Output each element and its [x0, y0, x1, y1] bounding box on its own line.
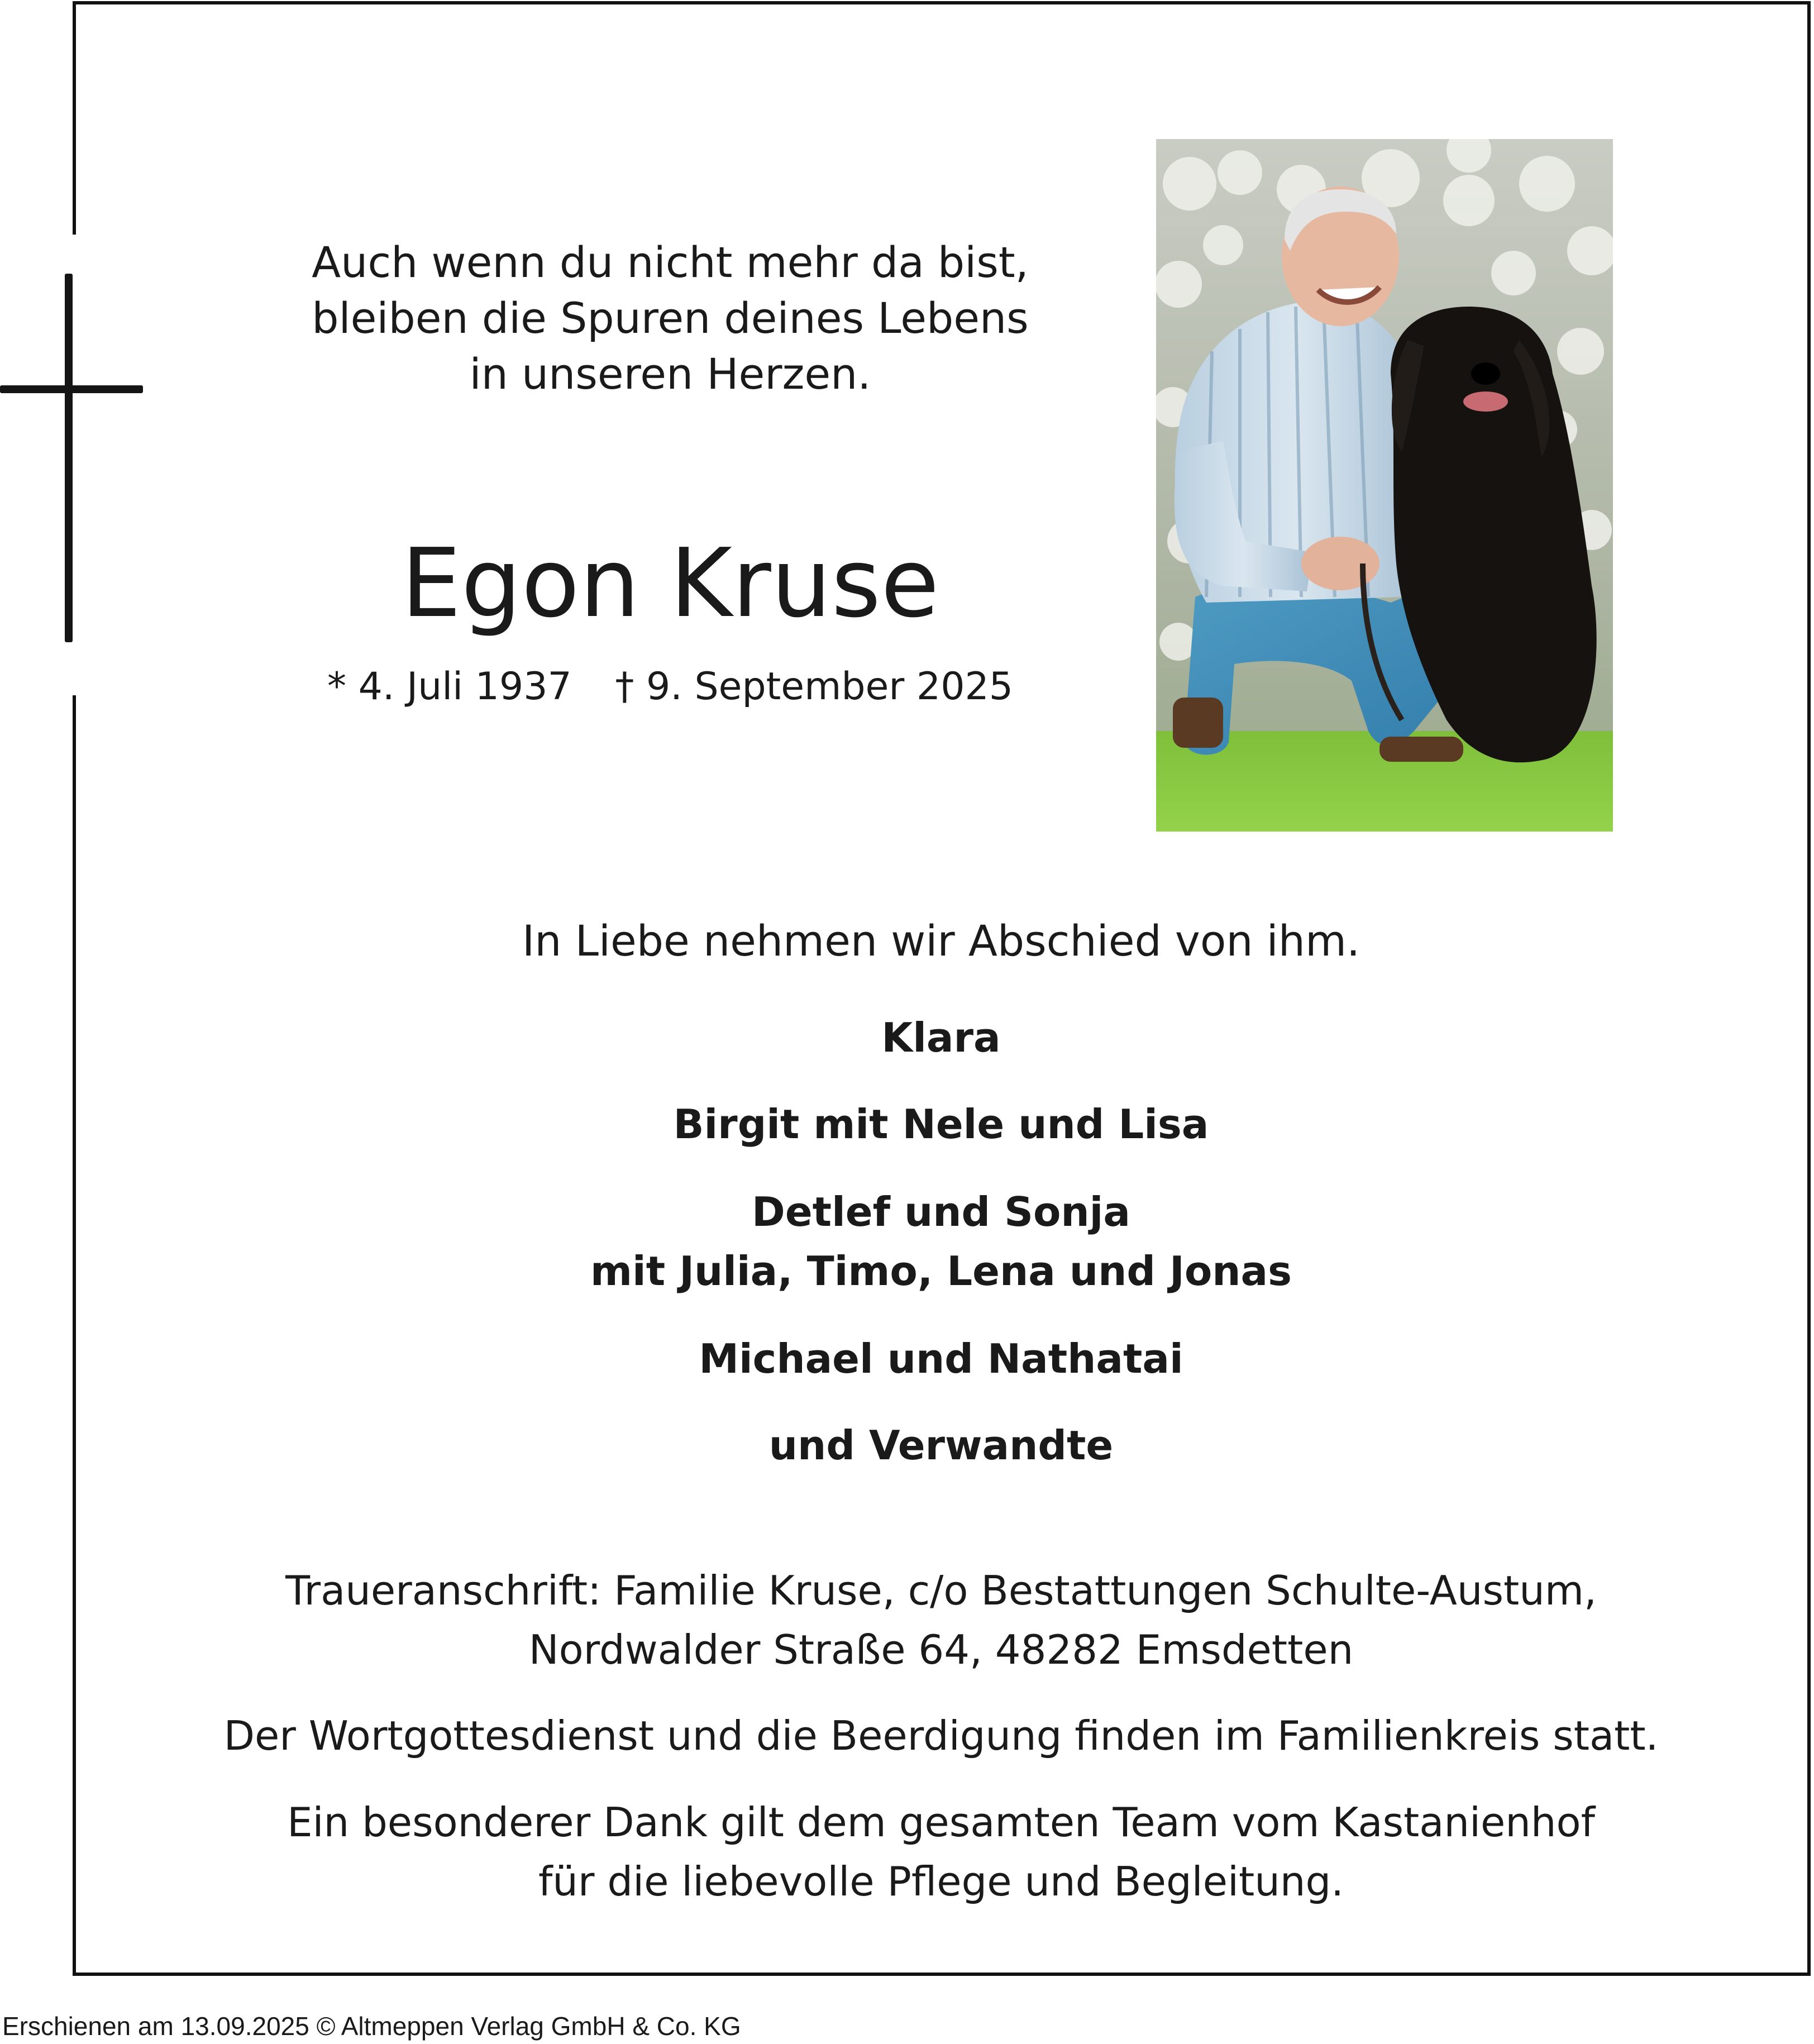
mourner-group — [168, 1095, 1715, 1154]
cross-icon — [0, 274, 145, 642]
service-note: Der Wortgottesdienst und die Beerdigung finden im Familienkreis statt. — [223, 1712, 1659, 1759]
mourner-line: mit Julia, Timo, Lena und Jonas — [590, 1248, 1292, 1295]
frame-left-bottom — [73, 695, 76, 1976]
mourner-line: Detlef und Sonja — [752, 1188, 1130, 1235]
death-date: † 9. September 2025 — [615, 665, 1013, 709]
farewell-line: In Liebe nehmen wir Abschied von ihm. — [522, 916, 1360, 966]
address-line: Traueranschrift: Familie Kruse, c/o Bestattungen Schulte-Austum, — [285, 1567, 1597, 1614]
mourner-line: Klara — [881, 1014, 1001, 1061]
mourner-line: und Verwandte — [768, 1422, 1114, 1469]
mourner-group — [168, 1329, 1715, 1388]
address-line: Nordwalder Straße 64, 48282 Emsdetten — [528, 1626, 1354, 1673]
frame-left-top — [73, 1, 76, 235]
mourner-group — [168, 1182, 1715, 1301]
life-dates — [223, 659, 1117, 715]
mourner-line: Michael und Nathatai — [699, 1335, 1183, 1382]
verse-line: Auch wenn du nicht mehr da bist, — [312, 237, 1029, 287]
verse-line: bleiben die Spuren deines Lebens — [312, 293, 1029, 343]
thanks-line: Ein besonderer Dank gilt dem gesamten Team vom Kastanienhof — [287, 1799, 1595, 1846]
birth-date: * 4. Juli 1937 — [327, 665, 572, 709]
mourner-line: Birgit mit Nele und Lisa — [673, 1101, 1209, 1148]
thanks-line: für die liebevolle Pflege und Begleitung. — [538, 1858, 1344, 1905]
thanks-note — [168, 1793, 1715, 1911]
portrait-photo — [1156, 139, 1613, 832]
mourner-group — [168, 1008, 1715, 1067]
verse — [223, 235, 1117, 402]
mourner-group — [168, 1416, 1715, 1475]
publication-footer: Erschienen am 13.09.2025 © Altmeppen Verlag GmbH & Co. KG — [2, 2012, 741, 2041]
mourning-address — [168, 1561, 1715, 1679]
deceased-name: Egon Kruse — [401, 528, 939, 639]
verse-line: in unseren Herzen. — [469, 349, 871, 399]
